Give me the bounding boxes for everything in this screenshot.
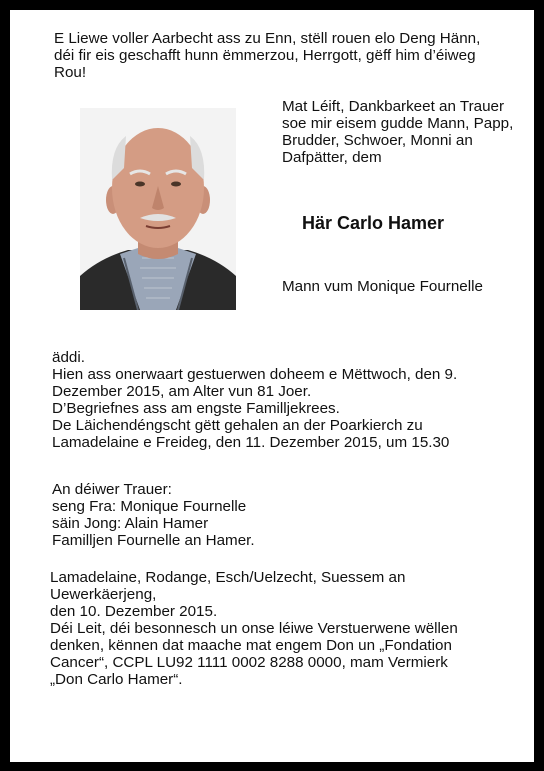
notice-line: äddi. [52,349,85,366]
closing-line: Cancer“, CCPL LU92 1111 0002 8288 0000, mam Vermierk [50,654,448,671]
closing-line: Uewerkäerjeng, [50,586,157,603]
mourner-line: An déiwer Trauer: [52,481,172,498]
closing-line: „Don Carlo Hamer“. [50,671,183,688]
notice-line: Hien ass onerwaart gestuerwen doheem e Mëttwoch, den 9. [52,366,458,383]
portrait-photo [80,108,236,310]
obituary-page [10,10,534,762]
intro-line: déi fir eis geschafft hunn ëmmerzou, Herrgott, gëff him d’éiweg [54,47,476,64]
closing-line: Lamadelaine, Rodange, Esch/Uelzecht, Suessem an [50,569,406,586]
dedication-text [282,98,513,166]
intro-line: E Liewe voller Aarbecht ass zu Enn, stëll rouen elo Deng Hänn, [54,30,481,47]
closing-text [50,569,458,688]
dedication-line: Mat Léift, Dankbarkeet an Trauer [282,98,505,115]
notice-line: De Läichendéngscht gëtt gehalen an der Poarkierch zu [52,417,423,434]
notice-line: D’Begriefnes ass am engste Familljekrees. [52,400,340,417]
spouse-line: Mann vum Monique Fournelle [282,278,483,295]
closing-line: denken, kënnen dat maache mat engem Don un „Fondation [50,637,452,654]
intro-line: Rou! [54,64,87,81]
notice-line: Dezember 2015, am Alter vun 81 Joer. [52,383,312,400]
dedication-line: soe mir eisem gudde Mann, Papp, [282,115,514,132]
mourner-line: säin Jong: Alain Hamer [52,515,209,532]
closing-line: Déi Leit, déi besonnesch un onse léiwe Verstuerwene wëllen [50,620,458,637]
mourner-line: Familljen Fournelle an Hamer. [52,532,255,549]
mourner-line: seng Fra: Monique Fournelle [52,498,247,515]
deceased-name: Här Carlo Hamer [302,213,445,233]
death-notice [52,349,457,451]
notice-line: Lamadelaine e Freideg, den 11. Dezember 2015, um 15.30 [52,434,450,451]
intro-poem [54,30,480,81]
dedication-line: Dafpätter, dem [282,149,382,166]
mourners-list [52,481,255,549]
closing-line: den 10. Dezember 2015. [50,603,218,620]
dedication-line: Brudder, Schwoer, Monni an [282,132,473,149]
